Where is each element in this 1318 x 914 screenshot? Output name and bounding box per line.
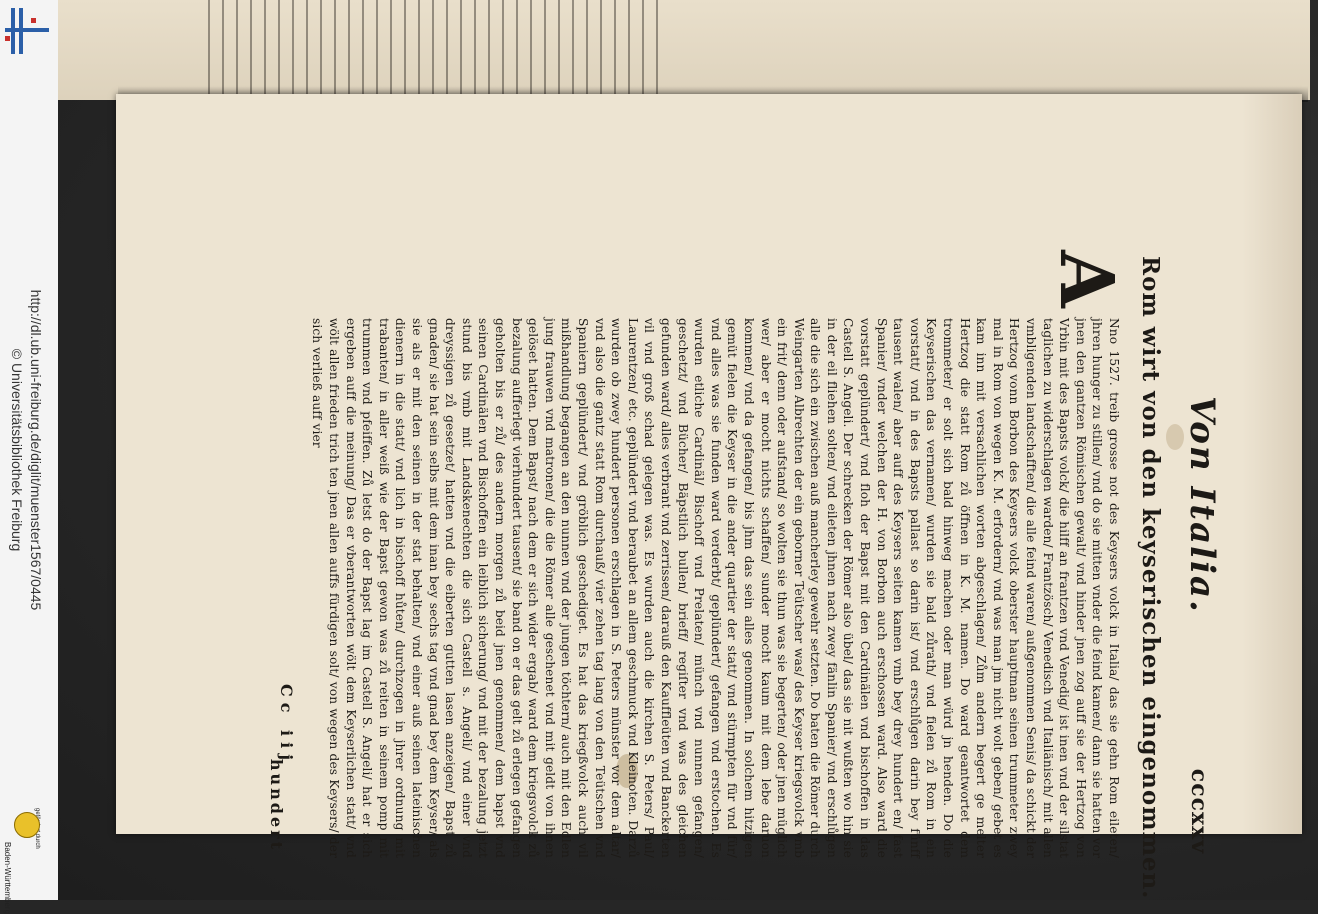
previous-page-text	[208, 0, 658, 100]
funding-state: Baden-Württemberg	[3, 842, 12, 914]
folio-number: cccxxv	[1186, 768, 1212, 854]
previous-page-edge	[58, 0, 1310, 100]
body-text: Nno 1527. treib grosse not des Keysers volck in Italia/ das sie gehn Rom eileten/ jhren hunger zu stillen/ vnd do sie mitten vnder die feind kamen/ dann sie hatten vor jnen den gantzen Römischen gewalt/ vnd hinder jnen zog auff sie der Hertzog von Vrbin mit des Bapsts volck/ die hilff an frantzen vnd Venedig/ ist inen vnd der silstat taglichen zu widerschlagen warden/ Frantzösch/ Venedisch vnd Italiänisch/ mit allen vmbligenden landschafften/ die alle feind waren/ außgenommen Senis/ da schickt der Hertzog vonn Borbon des Keysers volck oberster hauptman seinen trummeter zwey mal in Rom von wegen K. M. erfordern/ vnd was man jm nicht wolt geben/ gebet es kam inn mit versachlichen worten abgeschlagen/ Zům andern begert ge melter Hertzog die statt Rom zů öffnen in K. M. namen. Do ward geantwortet dem trommeter/ er solt sich bald hinweg machen oder man würd jn henden. Do die Keyserischen das vernamen/ wurden sie bald zůrath/ vnd fielen zů Rom in ein vorstatt/ vnd in des Bapsts pallast so darin ist/ vnd erschlůgen darin bey fünff tausent walen/ aber auff des Keysers seiten kamen vmb bey drey hundert en/ fast Spanier/ vnder welchen der H. von Borbon auch erschossen ward. Also ward die vorstatt geplündert/ vnd floh der Bapst mit den Cardinälen vnd bischoffen in das Castell S. Angeli. Der schrecken der Römer also übel/ das sie nit wußten wo hin sie in der eil fliehen solten/ vnd eileten jhnen nach zwey fänlin Spanier/ vnd erschlůgen alle die sich ein zwischen auß mancherley gewehr setzten. Do baten die Römer durch Weingarten Albrechten der ein geborner Teütscher was/ des Keyser kriegsvolck vmb ein frit/ denn oder aufstand/ so wolten sie thun was sie begerten/ oder jnen müglich wer/ aber er mocht nichts schaffen/ sunder mocht kaum mit dem lebe daruon kommen/ vnd da gefangen/ bis jhm das sein alles genommen. In solchem hitzigen gemüt fielen die Keyser in die ander quartier der statt/ vnd stürmpten für vnd für/ vnd alles was sie funden ward verderbt/ geplündert/ gefangen vnd erstochen. Es wurden etliche Cardinäl/ Bischoff vnd Prelaten/ münch vnd nunnen gefangen/ geschetzt/ vnd Bücher/ Bäpstlich bullen/ brieff/ regiſter vnd was des gleichen gefunden ward/ alles verbrant vnd zerrissen/ darauß den Kauffleüten vnd Banckerten vil vnd groß schad gelegen was. Es wurden auch die kirchen S. Peters/ Paul/ Laurentzen/ etc. geplündert vnd beraubet an allem geschmuck vnd Kleinoten. Darzů wurden ob zwey hundert personen erschlagen in S. Peters münster vor dem altar/ vnd also die gantz statt Rom durchauß/ vier zehen tag lang von den Teütschen vnd Spaniern geplündert/ vnd gröblich geschediget. Es hat das kriegßvolck auch vil mißhandlung begangen an den nunnen vnd der jungen töchtern/ auch mit den Edlen jung frauwen vnd matronen/ die die Römer alle geschenet vnd mit geldt von ihnen gelöset hatten. Dem Bapst/ nach dem er sich wider ergab/ ward dem kriegsvolck zů bezalung aufferlegt vierhundert tausent/ sie band on er das gelt zů erlegen gefangen geholten bis er zů/ des andern morgen zů beid jnen genommen/ dem bapst vnd seinen Cardinälen vnd Bischoffen ein leiblich sicherung/ vnd mit der bezalung jetzt stund bis vmb mit Landskenechten die sich Castell s. Angeli/ vnd einer vnd dreyssigen zů gesetzet/ hatten vnd die eiberten gutten lasen anzeigen/ Bapst zů gnaden/ sie hat sein selbs mit dem inan bey sechs tag vnd gnad bey dem Keyser/ als sie als er mit den seinen in der stat behalten/ vnd einer auß seinen lateinischen dienern in die statt/ vnd lich in bischoff hůten/ durchzogen in jhrer ordnung mit trabanten/ in aller weiß wie der Bapst gewon was zů reiten in seinem pomp mit trummen vnd pfeiffen. Zů letst do der Bapst lag im Castell S. Angeli/ hat er sich ergeben auff die meinung/ Das er vberantworten wölt dem Keyserlichen statt/ vnd wölt allen frieden trich ten jnen allen auffs fürdigen solt/ von wegen des Keysers/ der sich verließ auff vier	[310, 318, 1121, 858]
book-page	[116, 94, 1302, 900]
chapter-title: Rom wirt von den keyserischen eingenommen.	[1137, 256, 1164, 900]
running-head: Von Italia.	[1182, 396, 1222, 614]
viewer-sidebar	[0, 0, 59, 914]
page-header	[1166, 246, 1226, 858]
viewer-copyright: © Universitätsbibliothek Freiburg	[9, 348, 25, 552]
signature-mark: Cc iij	[277, 684, 296, 766]
viewer-url-copyright	[7, 290, 45, 611]
scan-image	[58, 0, 1318, 900]
page-edge-shading	[1242, 94, 1302, 834]
catchword: hundert	[267, 758, 286, 852]
page-text-block	[238, 246, 1226, 900]
drop-cap: A	[1043, 250, 1129, 308]
viewer-url[interactable]: http://dl.ub.uni-freiburg.de/diglit/muenster1567/0445	[28, 289, 44, 611]
library-logo-icon[interactable]	[3, 6, 49, 56]
state-crest-icon	[14, 812, 40, 838]
